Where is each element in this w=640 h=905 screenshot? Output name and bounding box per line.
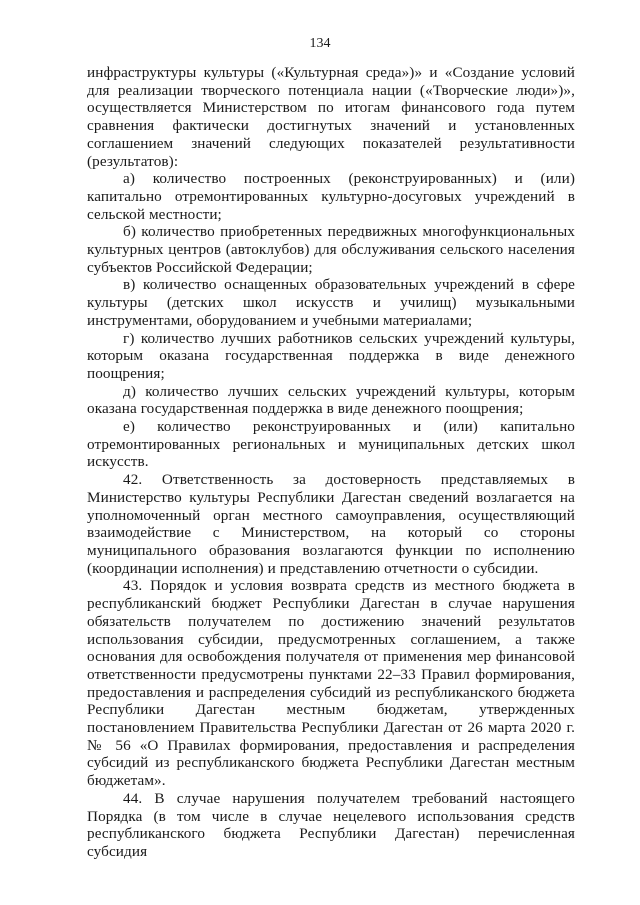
list-item-a: а) количество построенных (реконструированных) и (или) капитально отремонтированных культурно-досуговых учреждений в сельской местности; xyxy=(87,170,575,223)
clause-44: 44. В случае нарушения получателем требований настоящего Порядка (в том числе в случае нецелевого использования средств республиканского бюджета Республики Дагестан) перечисленная субсидия xyxy=(87,789,575,860)
document-body xyxy=(87,64,575,861)
list-item-v: в) количество оснащенных образовательных учреждений в сфере культуры (детских школ искусств и училищ) музыкальными инструментами, оборудованием и учебными материалами; xyxy=(87,276,575,329)
clause-42: 42. Ответственность за достоверность представляемых в Министерство культуры Республики Дагестан сведений возлагается на уполномоченный орган местного самоуправления, осуществляющий взаимодействие с Министерством, на который со стороны муниципального образования возлагаются функции по исполнению (координации исполнения) и представлению отчетности о субсидии. xyxy=(87,471,575,577)
list-item-b: б) количество приобретенных передвижных многофункциональных культурных центров (автоклубов) для обслуживания сельского населения субъектов Российской Федерации; xyxy=(87,223,575,276)
list-item-g: г) количество лучших работников сельских учреждений культуры, которым оказана государственная поддержка в виде денежного поощрения; xyxy=(87,329,575,382)
list-item-e: е) количество реконструированных и (или) капитально отремонтированных региональных и муниципальных детских школ искусств. xyxy=(87,418,575,471)
paragraph-continuation: инфраструктуры культуры («Культурная среда»)» и «Создание условий для реализации творческого потенциала нации («Творческие люди»)», осуществляется Министерством по итогам финансового года путем сравнения фактически достигнутых значений и установленных соглашением значений следующих показателей результативности (результатов): xyxy=(87,64,575,170)
page-number: 134 xyxy=(309,36,331,51)
clause-43: 43. Порядок и условия возврата средств из местного бюджета в республиканский бюджет Республики Дагестан в случае нарушения обязательств получателем по достижению значений результатов использования субсидии, предусмотренных соглашением, а также основания для освобождения получателя от применения мер финансовой ответственности предусмотрены пунктами 22–33 Правил формирования, предоставления и распределения субсидий из республиканского бюджета Республики Дагестан местным бюджетам, утвержденных постановлением Правительства Республики Дагестан от 26 марта 2020 г. № 56 «О Правилах формирования, предоставления и распределения субсидий из республиканского бюджета Республики Дагестан местным бюджетам». xyxy=(87,577,575,790)
list-item-d: д) количество лучших сельских учреждений культуры, которым оказана государственная поддержка в виде денежного поощрения; xyxy=(87,382,575,418)
